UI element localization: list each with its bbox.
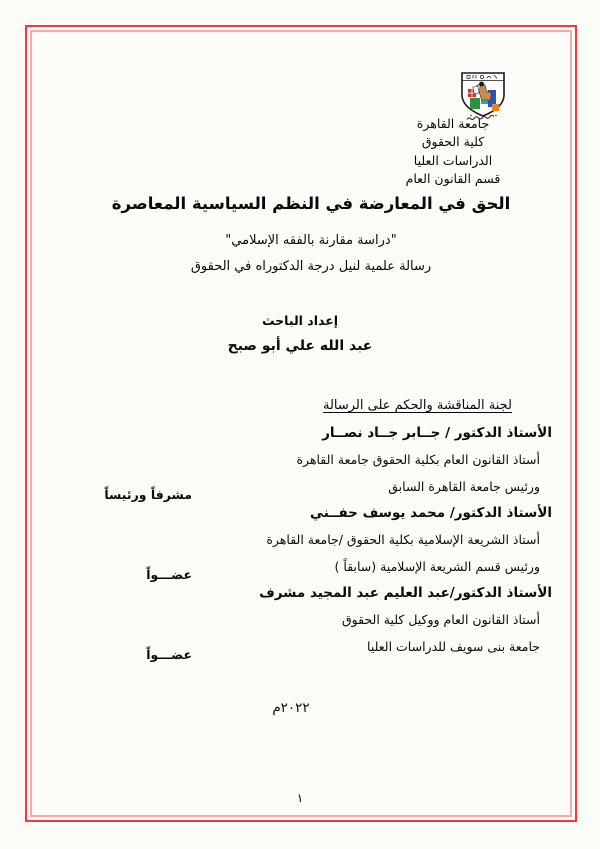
graduate-studies-line: الدراسات العليا bbox=[413, 152, 493, 168]
author-name: عبد الله علي أبو صبح bbox=[227, 338, 373, 354]
author-label: إعداد الباحث bbox=[261, 313, 339, 328]
thesis-title: الحق في المعارضة في النظم السياسية المعاصرة bbox=[111, 194, 511, 213]
member-role: عضـــواً bbox=[146, 647, 192, 663]
member-detail: ورئيس جامعة القاهرة السابق bbox=[388, 478, 540, 494]
committee-member-row bbox=[58, 420, 552, 503]
member-detail: جامعة بنى سويف للدراسات العليا bbox=[367, 638, 540, 654]
member-detail: أستاذ القانون العام بكلية الحقوق جامعة القاهرة bbox=[296, 451, 540, 467]
degree-line: رسالة علمية لنيل درجة الدكتوراه في الحقوق bbox=[190, 259, 432, 274]
thesis-subtitle: "دراسة مقارنة بالفقه الإسلامي" bbox=[225, 233, 397, 248]
page-number: ١ bbox=[296, 791, 304, 805]
member-detail: أستاذ القانون العام ووكيل كلية الحقوق bbox=[341, 611, 540, 627]
member-name: الأستاذ الدكتور/عبد العليم عبد المجيد مشرف bbox=[259, 585, 552, 601]
member-role: عضـــواً bbox=[146, 567, 192, 583]
member-name: الأستاذ الدكتور/ محمد يوسف حفــني bbox=[310, 505, 552, 521]
university-header bbox=[330, 115, 576, 189]
member-detail: أستاذ الشريعة الإسلامية بكلية الحقوق /جامعة القاهرة bbox=[266, 531, 540, 547]
university-name: جامعة القاهرة bbox=[416, 116, 490, 131]
committee-heading: لجنة المناقشة والحكم على الرسالة bbox=[322, 398, 512, 413]
cairo-university-logo-icon bbox=[458, 71, 508, 121]
faculty-name: كلية الحقوق bbox=[421, 134, 485, 150]
member-role: مشرفاً ورئيساً bbox=[104, 487, 192, 503]
publication-year: ٢٠٢٢م bbox=[272, 700, 310, 716]
committee-member-row bbox=[58, 500, 552, 583]
member-detail: ورئيس قسم الشريعة الإسلامية (سابقاً ) bbox=[334, 558, 540, 574]
department-name: قسم القانون العام bbox=[405, 171, 501, 187]
committee-member-row bbox=[58, 580, 552, 663]
member-name: الأستاذ الدكتور / جــابر جــاد نصــار bbox=[322, 425, 552, 441]
